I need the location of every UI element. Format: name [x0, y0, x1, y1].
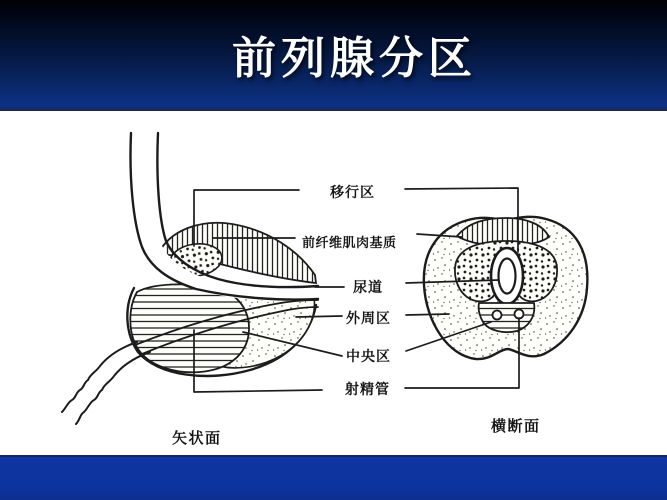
leader-peripheral-left [296, 316, 342, 317]
sagittal-vas-tube-upper [62, 342, 137, 412]
transverse-view-drawing [424, 217, 588, 359]
label-transition-zone: 移行区 [330, 185, 375, 201]
slide-footer [0, 455, 667, 500]
sagittal-vas-tube-lower [76, 352, 150, 424]
label-anterior-fibromuscular-stroma: 前纤维肌肉基质 [302, 236, 397, 251]
transverse-urethra-inner [499, 259, 516, 294]
leader-peripheral-right [406, 314, 449, 315]
slide-title: 前列腺分区 [232, 32, 477, 84]
slide-header [0, 0, 667, 111]
label-peripheral-zone: 外周区 [346, 311, 391, 327]
label-ejaculatory-duct: 射精管 [345, 382, 390, 398]
transverse-ejaculatory-duct-left [493, 311, 502, 320]
label-central-zone: 中央区 [346, 349, 391, 365]
label-urethra: 尿道 [353, 280, 383, 296]
caption-transverse-view: 横断面 [491, 417, 541, 435]
caption-sagittal-view: 矢状面 [172, 429, 222, 447]
sagittal-central-zone [130, 284, 249, 372]
slide-body [0, 111, 667, 455]
sagittal-view-drawing [62, 133, 318, 424]
prostate-diagram [0, 111, 667, 455]
